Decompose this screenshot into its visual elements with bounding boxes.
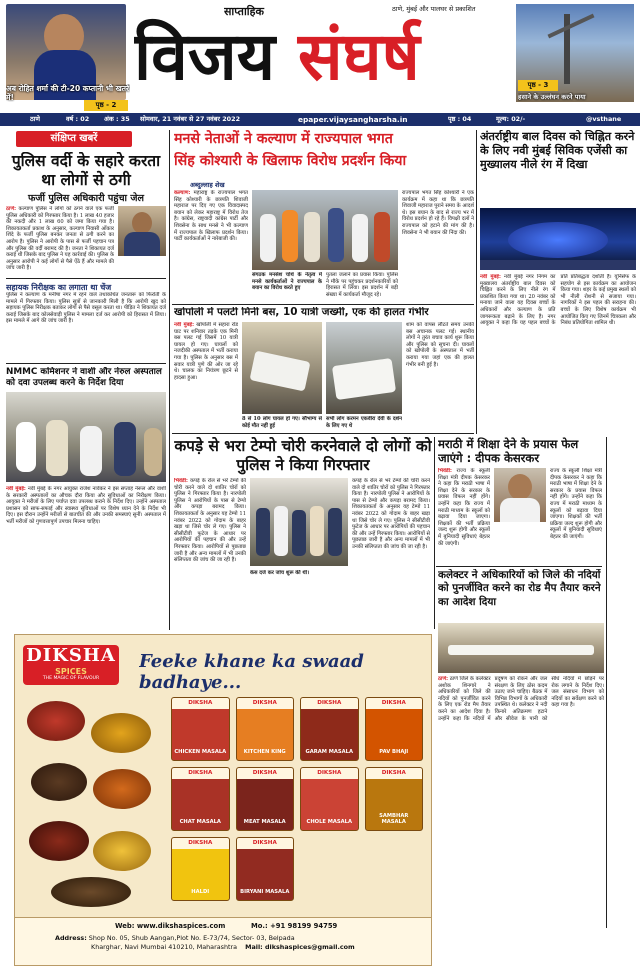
ad-contact-bar: [15, 917, 431, 965]
ad-packet-label: MEAT MASALA: [243, 819, 286, 826]
tempo-caption: केस दर्ज कर जांच शुरू की थी।: [250, 570, 310, 576]
ad-brand: DIKSHA: [26, 645, 116, 666]
ad-packets: [167, 693, 427, 911]
ad-slogan: Feeke khane ka swaad badhaye...: [139, 651, 364, 693]
info-year: वर्ष : 02: [66, 115, 90, 123]
column-divider: [606, 566, 607, 928]
lead-byline: अब्दुल्लाह शेख: [190, 181, 225, 189]
ad-packet: [171, 697, 230, 761]
info-pages: पृष्ठ : 04: [448, 115, 472, 123]
right-promo-page[interactable]: पृष्ठ - 3: [518, 80, 558, 91]
ad-address-line1: Shop No. 05, Shub Aangan,Plot No. E-73/74, Sector- 03, Belpada: [88, 934, 295, 942]
lead-photo: [252, 190, 398, 270]
lead-body-col1: [174, 190, 248, 286]
column-divider: [434, 437, 435, 629]
ad-packet-brand: DIKSHA: [252, 700, 277, 706]
ad-mail[interactable]: Mail: dikshaspices@gmail.com: [245, 943, 355, 951]
marathi-headline[interactable]: मराठी में शिक्षा देने के प्रयास फेल जाएंगे : दीपक केसरकर: [438, 437, 579, 465]
story1-text: कल्याण पुलिस ने लोगों को ठगने वाले एक फर्जी पुलिस अधिकारी को गिरफ्तार किया है। 1 लाख 40 हजार की नकदी और 1 लाख 60 को जमा किया गया है। शिकायतकर्ता प्रकाश के अनुसार, कल्याण निवासी ओंकार शिंदे के फर्जी पुलिस बनकर जनता से ठगी करने का आरोप है। पुलिस ने आरोपी के पास से फर्जी पहचान पत्र और पुलिस की वर्दी बरामद की है। जनता ने शिकायत दर्ज कराई थी जिसके बाद पुलिस ने यह कार्रवाई की। पुलिस के अनुसार आरोपी ने कई लोगों से पैसे ऐंठे हैं और मामले की जांच जारी है।: [6, 206, 114, 272]
story1-photo: [118, 206, 166, 256]
ad-web[interactable]: Web: www.dikshaspices.com: [115, 922, 226, 930]
lead-headline[interactable]: [174, 128, 472, 180]
right-promo-caption[interactable]: हसाने के उल्लंघन करने पाया: [518, 93, 586, 101]
collector-headline[interactable]: कलेक्टर ने अधिकारियों को जिले की नदियों को पुनर्जीवित करने का रोड मैप तैयार करने का आदेश दिया: [438, 569, 601, 608]
story3-headline[interactable]: NMMC कमिशनर ने वाशी और नेरुल अस्पताल को दवा उपलब्ध करने के निर्देश दिया: [6, 367, 162, 388]
ad-packet-label: CHAT MASALA: [179, 819, 221, 826]
left-promo-caption[interactable]: अब रोहित शर्मा की टी-20 कप्तानी भी खतरे में!: [6, 84, 130, 102]
ad-packet-brand: DIKSHA: [381, 770, 406, 776]
divider: [172, 304, 474, 305]
column-divider: [476, 130, 477, 434]
ad-address-label: Address:: [55, 934, 87, 942]
story1-dateline: ठाणे:: [6, 206, 17, 212]
ad-packet-label: PAV BHAJI: [379, 749, 409, 756]
bus-caption1: 8 से 10 लोग घायल हो गए। सौभाग्य से कोई मौत नहीं हुई: [242, 416, 322, 429]
ad-brand-tagline: THE MAGIC OF FLAVOUR: [42, 676, 100, 681]
marathi-photo: [494, 468, 546, 522]
ad-packet: [171, 837, 230, 901]
info-social[interactable]: @vsthane: [586, 115, 622, 123]
ad-address-line2: Kharghar, Navi Mumbai 410210, Maharashtra: [91, 943, 238, 951]
lead-text-col1: महाराष्ट्र के राज्यपाल भगत सिंह कोश्यारी के छत्रपति शिवाजी महाराज पर दिए गए एक विवादास्पद बयान को लेकर महाराष्ट्र में विरोध तेज है। कांग्रेस, राष्ट्रवादी कांग्रेस पार्टी और शिवसेना के साथ मनसे ने भी कल्याण में राज्यपाल के खिलाफ प्रदर्शन किया। पार्टी कार्यकर्ताओं ने नारेबाजी की।: [174, 190, 248, 243]
bus-photo1: [242, 322, 322, 414]
collector-body: [438, 676, 604, 928]
tempo-text: कपड़े के रोल से भरे टेम्पो की चोरी करने वाले दो शातिर चोरों को पुलिस ने गिरफ्तार किया है। नारपोली पुलिस ने आरोपियों के पास से टेम्पो और कपड़ा बरामद किया। शिकायतकर्ता के अनुसार यह टेम्पो 11 नवंबर 2022 को गोदाम के बाहर खड़ा था जिसे चोर ले गए। पुलिस ने सीसीटीवी फुटेज के आधार पर आरोपियों की पहचान की और उन्हें गिरफ्तार किया। आरोपियों से पूछताछ जारी है और अन्य मामलों में भी उनकी संलिप्तता की जांच की जा रही है।: [174, 478, 246, 564]
lead-dateline: कल्याण:: [174, 190, 191, 196]
ad-packet: [300, 767, 359, 831]
ad-packet-brand: DIKSHA: [252, 840, 277, 846]
divider: [6, 278, 166, 279]
ad-packet: [236, 767, 295, 831]
title-part2: संघर्ष: [298, 17, 420, 95]
ad-packet-label: BIRYANI MASALA: [240, 889, 290, 896]
ad-brand-sub: SPICES: [55, 667, 87, 676]
ad-packet: [365, 697, 424, 761]
collector-photo: [438, 623, 604, 673]
lead-headline-line1: मनसे नेताओं ने कल्याण में राज्यपाल भगत: [174, 131, 393, 147]
ad-packet-brand: DIKSHA: [317, 700, 342, 706]
divider: [436, 566, 602, 567]
ad-logo: [23, 645, 119, 685]
ad-packet-label: KITCHEN KING: [243, 749, 286, 756]
story3-photo: [6, 392, 166, 482]
ad-packet: [236, 697, 295, 761]
left-promo-page[interactable]: पृष्ठ - 2: [84, 100, 128, 111]
info-issue: अंक : 35: [104, 115, 130, 123]
ad-packet: [365, 767, 424, 831]
masthead: [0, 0, 640, 112]
collector-text: ठाणे जिले के कलेक्टर अशोक शिनगारे ने अधिकारियों को जिले की नदियों को पुनर्जीवित करने के लिए एक रोड मैप तैयार करने का आदेश दिया है। उन्होंने कहा कि नदियों में प्रदूषण को रोकने और जल संरक्षण के लिए ठोस कदम उठाए जाने चाहिए। बैठक में विभिन्न विभागों के अधिकारी उपस्थित थे। कलेक्टर ने नदी किनारे अतिक्रमण हटाने और सीवेज के पानी को सीधे नदियों में छोड़ने पर रोक लगाने के निर्देश दिए। जल संसाधन विभाग को नदियों का सर्वेक्षण करने को कहा गया है।: [438, 676, 604, 722]
lead-headline-line2: सिंह कोश्यारी के खिलाफ विरोध प्रदर्शन किया: [174, 153, 407, 169]
info-bar: [0, 113, 640, 126]
ad-packet-brand: DIKSHA: [188, 770, 213, 776]
ad-address: [55, 934, 425, 952]
lead-body-col2: पुतला जलाने का प्रयास किया। पुलिस ने मौके पर पहुंचकर प्रदर्शनकारियों को हिरासत में लिया। इस प्रदर्शन में बड़ी संख्या में कार्यकर्ता मौजूद रहे।: [326, 272, 398, 298]
ad-mobile[interactable]: Mo.: +91 98199 94759: [251, 922, 338, 930]
right-top-photo: [480, 208, 636, 270]
tempo-dateline: भिवंडी:: [174, 478, 188, 484]
marathi-text: राज्य के स्कूली शिक्षा मंत्री दीपक केसरकर ने कहा कि मराठी भाषा में शिक्षा देने के सरकार के प्रयास विफल नहीं होंगे। उन्होंने कहा कि राज्य में मराठी माध्यम के स्कूलों को बढ़ावा दिया जाएगा। शिक्षकों की भर्ती प्रक्रिया जल्द शुरू होगी और स्कूलों में बुनियादी सुविधाएं बेहतर की जाएंगी।: [438, 468, 490, 547]
ad-packet: [171, 767, 230, 831]
story2-body: पुलिस ने कल्याण के मनीषा नगर में रहने वाले तथाकथित जनतारू को फिरोती के मामले में गिरफ्तार किया। पुलिस सूत्रों से जानकारी मिली है कि आरोपी खुद को सहायक पुलिस निरीक्षक बताकर लोगों से पैसे वसूल करता था। पीड़ित ने शिकायत दर्ज कराई जिसके बाद कोलसेवाड़ी पुलिस ने मामला दर्ज कर आरोपी को हिरासत में लिया। इस मामले में आगे की जांच जारी है।: [6, 292, 166, 325]
bus-caption2: सभी लोग करमन एकवीरा देवी के दर्शन के लिए गए थे: [326, 416, 402, 429]
story1-body: [6, 206, 114, 274]
tagline: ठाणे, मुंबई और पालघर से प्रकाशित: [392, 5, 476, 13]
column-divider: [169, 130, 170, 630]
ad-packet-label: CHICKEN MASALA: [174, 749, 227, 756]
right-top-headline[interactable]: अंतर्राष्ट्रीय बाल दिवस को चिह्नित करने के लिए नवी मुंबई सिविक एजेंसी का मुख्यालय नीले रंग में दिखा: [480, 130, 635, 171]
story2-headline[interactable]: सहायक निरीक्षक का लगाता था चेंज: [6, 283, 112, 292]
diksha-ad[interactable]: [14, 634, 432, 966]
story3-dateline: नवी मुंबई:: [6, 486, 26, 492]
story3-body: [6, 486, 166, 626]
bus-photo2: [326, 322, 402, 414]
tempo-body-col1: [174, 478, 246, 630]
ad-packet-label: GARAM MASALA: [305, 749, 353, 756]
ad-packet-brand: DIKSHA: [252, 770, 277, 776]
title-part1: विजय: [134, 17, 276, 95]
ad-packet-brand: DIKSHA: [188, 700, 213, 706]
saptahik-label: साप्ताहिक: [224, 5, 264, 18]
ad-packet-label: SAMBHAR MASALA: [379, 812, 409, 826]
info-website[interactable]: epaper.vijaysangharsha.in: [298, 115, 408, 124]
story1-headline[interactable]: पुलिस वर्दी के सहारे करता था लोगों से ठगी: [11, 152, 161, 189]
bus-text: खोपोली में सहारा रोड घाट पर शनिवार तड़के एक मिनी बस पलट गई जिसमें 10 यात्री घायल हो गए। घायलों को नजदीकी अस्पताल में भर्ती कराया गया है। पुलिस के अनुसार बस में सवार यात्री पुणे की ओर जा रहे थे। चालक का नियंत्रण छूटने से हादसा हुआ।: [174, 322, 238, 381]
story3-text: नवी मुंबई के नगर आयुक्त राजेश नार्वेकर ने इस सप्ताह नेरूल और वाशी के सरकारी अस्पतालों का औचक दौरा किया और सुविधाओं का निरीक्षण किया। आयुक्त ने मरीजों के लिए पर्याप्त दवा उपलब्ध कराने के निर्देश दिए। उन्होंने अस्पताल प्रशासन को साफ-सफाई और स्वास्थ्य सुविधाओं पर विशेष ध्यान देने के निर्देश भी दिए। इस दौरान उन्होंने मरीजों से बातचीत की और उनकी समस्याएं सुनीं। अस्पताल में भर्ती मरीजों को गुणवत्तापूर्ण उपचार मिलना चाहिए।: [6, 486, 166, 525]
tempo-headline[interactable]: कपड़े से भरा टेम्पो चोरी करनेवाले दो लोगों को पुलिस ने किया गिरफ्तार: [174, 437, 432, 474]
ad-packet-brand: DIKSHA: [188, 840, 213, 846]
bus-headline[interactable]: खोपोली में पलटी मिनी बस, 10 यात्री जख्मी, एक की हालत गंभीर: [174, 307, 429, 318]
masthead-title: [134, 16, 514, 102]
divider: [6, 363, 166, 364]
right-top-text: नवी मुंबई नगर निगम का मुख्यालय अंतर्राष्ट्रीय बाल दिवस को चिह्नित करने के लिए नीले रंग में प्रकाशित किया गया था। 20 नवंबर को मनाया जाने वाला यह दिवस बच्चों के अधिकारों और कल्याण के प्रति जागरूकता बढ़ाने के लिए है। नगर आयुक्त ने कहा कि यह पहल बच्चों के प्रति प्रतिबद्धता दर्शाती है। यूनिसेफ के सहयोग से इस कार्यक्रम का आयोजन किया गया। शहर के कई प्रमुख स्थलों को भी नीली रोशनी से सजाया गया। नागरिकों ने इस पहल की सराहना की। बच्चों के लिए विशेष कार्यक्रम भी आयोजित किए गए जिनमें चित्रकला और निबंध प्रतियोगिता शामिल थी।: [480, 274, 636, 327]
lead-body-col3: राज्यपाल भगत सिंह कोश्यारी ने एक कार्यक्रम में कहा था कि छत्रपति शिवाजी महाराज पुराने समय के आदर्श थे। इस बयान के बाद से राज्य भर में विरोध प्रदर्शन हो रहे हैं। विपक्षी दलों ने राज्यपाल को हटाने की मांग की है। शिवसेना ने भी बयान की निंदा की।: [402, 190, 474, 236]
ad-packet-brand: DIKSHA: [381, 700, 406, 706]
bus-body2: शाम को वापस लौटते समय उनकी बस अचानक पलट गई। स्थानीय लोगों ने तुरंत बचाव कार्य शुरू किया और पुलिस को सूचना दी। घायलों को खोपोली के अस्पताल में भर्ती कराया गया जहां एक की हालत गंभीर बनी हुई है।: [406, 322, 474, 368]
ad-packet: [236, 837, 295, 901]
tempo-photo: [250, 478, 348, 566]
divider: [172, 433, 474, 434]
right-top-body: [480, 274, 636, 430]
marathi-body-col2: राज्य के स्कूली शिक्षा मंत्री दीपक केसरकर ने कहा कि मराठी भाषा में शिक्षा देने के सरकार के प्रयास विफल नहीं होंगे। उन्होंने कहा कि राज्य में मराठी माध्यम के स्कूलों को बढ़ावा दिया जाएगा। शिक्षकों की भर्ती प्रक्रिया जल्द शुरू होगी और स्कूलों में बुनियादी सुविधाएं बेहतर की जाएंगी।: [550, 468, 602, 540]
marathi-dateline: भिवंडी:: [438, 468, 452, 474]
right-top-dateline: नवी मुंबई:: [480, 274, 501, 280]
lead-photo-caption: संगठक मनसेश चोथे के नेतृत्व में मनसे कार्यकर्ताओं ने राज्यपाल के बयान का विरोध करते हुए: [252, 272, 322, 292]
column-divider: [606, 437, 607, 567]
ad-packet-label: HALDI: [191, 889, 210, 896]
bus-body: [174, 322, 238, 430]
ad-packet-brand: DIKSHA: [317, 770, 342, 776]
ad-spices-image: [21, 693, 161, 913]
ad-packet-label: CHOLE MASALA: [306, 819, 352, 826]
marathi-body-col1: [438, 468, 490, 564]
ad-packet: [300, 697, 359, 761]
collector-dateline: ठाणे:: [438, 676, 449, 682]
brief-label: संक्षिप्त खबरें: [16, 131, 132, 147]
info-price: मूल्य: 02/-: [496, 115, 526, 123]
info-city: ठाणे: [30, 115, 40, 123]
tempo-body-col2: कपड़े के रोल से भरे टेम्पो की चोरी करने वाले दो शातिर चोरों को पुलिस ने गिरफ्तार किया है। नारपोली पुलिस ने आरोपियों के पास से टेम्पो और कपड़ा बरामद किया। शिकायतकर्ता के अनुसार यह टेम्पो 11 नवंबर 2022 को गोदाम के बाहर खड़ा था जिसे चोर ले गए। पुलिस ने सीसीटीवी फुटेज के आधार पर आरोपियों की पहचान की और उन्हें गिरफ्तार किया। आरोपियों से पूछताछ जारी है और अन्य मामलों में भी उनकी संलिप्तता की जांच की जा रही है।: [352, 478, 430, 550]
bus-dateline: नवी मुंबई:: [174, 322, 194, 328]
story1-subhead[interactable]: फर्जी पुलिस अधिकारी पहुंचा जेल: [27, 193, 144, 204]
info-dates: सोमवार, 21 नवंबर से 27 नवंबर 2022: [140, 115, 241, 123]
